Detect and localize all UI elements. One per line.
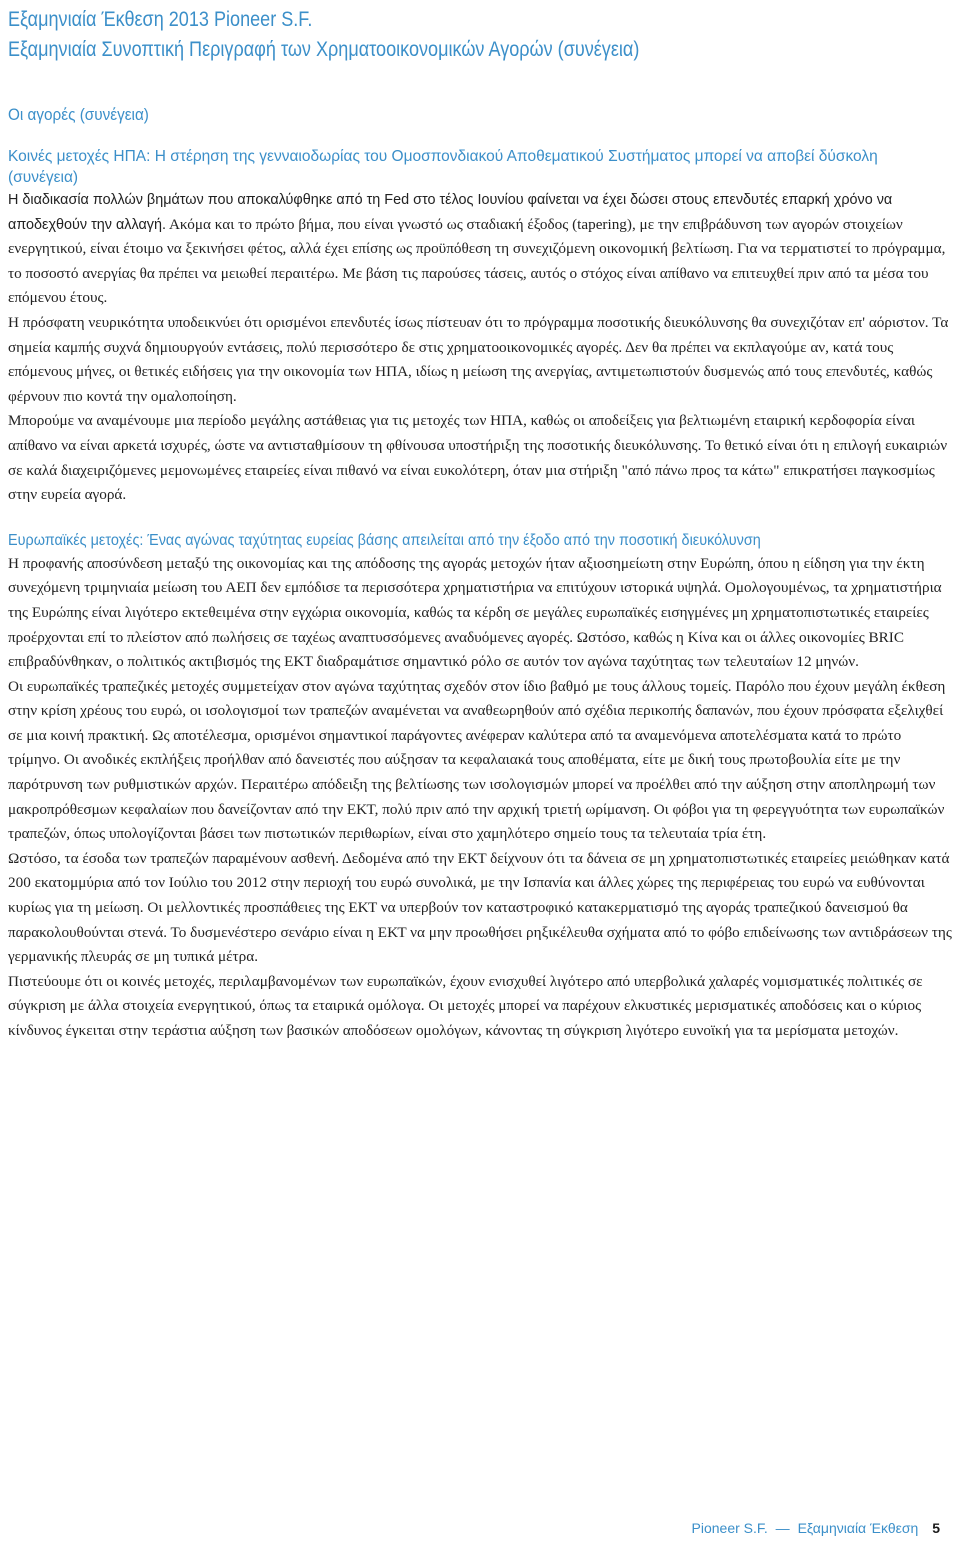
report-subtitle: Εξαμηνιαία Συνοπτική Περιγραφή των Χρηματοοικονομικών Αγορών (συνέγεια) <box>8 38 640 61</box>
us-paragraph-2: Η πρόσφατη νευρικότητα υποδεικνύει ότι ορισμένοι επενδυτές ίσως πίστευαν ότι το πρόγραμμα ποσοτικής διευκόλυνσης θα συνεχιζόταν επ' αόριστον. Τα σημεία καμπής συχνά δημιουργούν εντάσεις, πολύ περισσότερο δε στις χρηματοοικονομικές αγορές. Δεν θα πρέπει να εκπλαγούμε αν, κατά τους επόμενους μήνες, οι θετικές ειδήσεις για την οικονομία των ΗΠΑ, ιδίως η μείωση της ανεργίας, αντιμετωπιστούν δυσμενώς από τους επενδυτές, καθώς φέρνουν πιο κοντά την ομαλοποίηση. <box>8 313 949 405</box>
document-page <box>8 6 952 1044</box>
eu-paragraph-4: Πιστεύουμε ότι οι κοινές μετοχές, περιλαμβανομένων των ευρωπαϊκών, έχουν ενισχυθεί λιγότερο από υπερβολικά χαλαρές νομισματικές πολιτικές σε σύγκριση με άλλα στοιχεία ενεργητικού, όπως τα εταιρικά ομόλογα. Οι μετοχές μπορεί να παρέχουν ελκυστικές μερισματικές αποδόσεις και ο κύριος κίνδυνος έγκειται στην τεράστια αύξηση των βασικών αποδόσεων ομολόγων, κάνοντας τη σύγκριση λιγότερο ευνοϊκή για τα μερίσματα μετοχών. <box>8 972 923 1039</box>
us-paragraph-1 <box>8 188 952 311</box>
us-paragraph-1-sans: Η διαδικασία πολλών βημάτων που αποκαλύφθηκε από τη Fed στο τέλος Ιουνίου φαίνεται να έχει δώσει στους επενδυτές επαρκή χρόνο να αποδεχθούν την αλλαγή. <box>8 192 893 233</box>
us-paragraph-1-serif: Ακόμα και το πρώτο βήμα, που είναι γνωστό ως σταδιακή έξοδος (tapering), με την επιβράδυνση των αγορών στοιχείων ενεργητικού, είναι έτοιμο να ξεκινήσει φέτος, αλλά έχει επίσης ως προϋπόθεση τη συνεχιζόμενη οικονομική βελτίωση. Για να τερματιστεί το πρόγραμμα, το ποσοστό ανεργίας θα πρέπει να μειωθεί περαιτέρω. Με βάση τις παρούσες τάσεις, αυτός ο στόχος είναι απίθανο να επιτευχθεί πριν από τα μέσα του επόμενου έτους. <box>8 215 946 307</box>
page-footer <box>692 1520 940 1536</box>
eu-paragraph-3: Ωστόσο, τα έσοδα των τραπεζών παραμένουν ασθενή. Δεδομένα από την ΕΚΤ δείχνουν ότι τα δάνεια σε μη χρηματοπιστωτικές εταιρείες μειώθηκαν κατά 200 εκατομμύρια από τον Ιούλιο του 2012 στην περιοχή του ευρώ συνολικά, με την Ισπανία και άλλες χώρες της περιφέρειας του ευρώ να ευθύνονται κυρίως για τη μείωση. Οι μελλοντικές προσπάθειες της ΕΚΤ να υπερβούν τον καταστροφικό κατακερματισμό της αγοράς τραπεζικού δανεισμού θα παρακολουθούνται στενά. Το δυσμενέστερο σενάριο είναι η ΕΚΤ να μην προωθήσει ρηξικέλευθα σχήματα από το φόβο επιδείνωσης των αντιδράσεων της γερμανικής πλευράς σε μη τυπικά μέτρα. <box>8 849 952 966</box>
eu-equities-heading: Ευρωπαϊκές μετοχές: Ένας αγώνας ταχύτητας ευρείας βάσης απειλείται από την έξοδο από την ποσοτική διευκόλυνση <box>8 531 761 549</box>
report-title: Εξαμηνιαία Έκθεση 2013 Pioneer S.F. <box>8 8 313 31</box>
section-title: Οι αγορές (συνέγεια) <box>8 105 149 124</box>
footer-separator: — <box>775 1520 790 1536</box>
page-number: 5 <box>932 1520 940 1536</box>
us-equities-heading: Κοινές μετοχές ΗΠΑ: Η στέρηση της γενναιοδωρίας του Ομοσπονδιακού Αποθεματικού Συστήματος μπορεί να αποβεί δύσκολη (συνέγεια) <box>8 148 878 186</box>
footer-report-name: Εξαμηνιαία Έκθεση <box>797 1520 919 1536</box>
footer-brand: Pioneer S.F. <box>691 1520 768 1536</box>
us-paragraph-3: Μπορούμε να αναμένουμε μια περίοδο μεγάλης αστάθειας για τις μετοχές των ΗΠΑ, καθώς οι αποδείξεις για βελτιωμένη εταιρική κερδοφορία είναι απίθανο να είναι αρκετά ισχυρές, ώστε να αντισταθμίσουν τη φθίνουσα υποστήριξη της ποσοτικής διευκόλυνσης. Το θετικό είναι ότι η επιλογή ευκαιριών σε καλά διαχειριζόμενες μεμονωμένες εταιρείες είναι πιθανό να είναι ευκολότερη, όταν μια στήριξη "από πάνω προς τα κάτω" επικρατήσει παγκοσμίως στην ευρεία αγορά. <box>8 412 948 504</box>
eu-paragraph-2: Οι ευρωπαϊκές τραπεζικές μετοχές συμμετείχαν στον αγώνα ταχύτητας σχεδόν στον ίδιο βαθμό με τους άλλους τομείς. Παρόλο που έχουν μεγάλη έκθεση στην κρίση χρέους του ευρώ, οι ισολογισμοί των τραπεζών αναμένεται να αναθεωρηθούν από σχέδια περικοπής δαπανών, που έχουν πρόσφατα εξελιχθεί σε μια κοινή πρακτική. Ως αποτέλεσμα, ορισμένοι σημαντικοί παράγοντες ανέφεραν καλύτερα από τα αναμενόμενα αποτελέσματα κατά το πρώτο τρίμηνο. Οι ανοδικές εκπλήξεις προήλθαν από δανειστές που αύξησαν τα κεφαλαιακά τους αποθέματα, είτε με δική τους πρωτοβουλία είτε με την παρότρυνση των ρυθμιστικών αρχών. Περαιτέρω απόδειξη της βελτίωσης των ισολογισμών μπορεί να προέλθει από την αύξηση στην αποπληρωμή των μακροπρόθεσμων κεφαλαίων που δανείζονταν από την ΕΚΤ, πολύ πριν από την αρχική τριετή ωρίμανση. Οι φόβοι για τη φερεγγυότητα των ευρωπαϊκών τραπεζών, όπως υπολογίζονται βάσει των πιστωτικών περιθωρίων, είναι στο χαμηλότερο σημείο τους τα τελευταία τρία έτη. <box>8 677 946 843</box>
eu-paragraph-1: Η προφανής αποσύνδεση μεταξύ της οικονομίας και της απόδοσης της αγοράς μετοχών ήταν αξιοσημείωτη στην Ευρώπη, όπου η είδηση για την έκτη συνεχόμενη τριμηνιαία μείωση του ΑΕΠ δεν εμπόδισε τα περισσότερα χρηματιστήρια να επιτύχουν ιστορικά υψηλά. Ομολογουμένως, τα χρηματιστήρια της Ευρώπης είναι λιγότερο εκτεθειμένα στην εγχώρια οικονομία, καθώς τα κέρδη σε μεγάλες ευρωπαϊκές εισηγμένες μη χρηματοπιστωτικές εταιρείες προέρχονται επί το πλείστον από πωλήσεις σε ταχέως αναπτυσσόμενες αναδυόμενες αγορές. Ωστόσο, καθώς η Κίνα και οι άλλες οικονομίες BRIC επιβραδύνθηκαν, ο πολιτικός ακτιβισμός της ΕΚΤ διαδραμάτισε σημαντικό ρόλο σε αυτόν τον αγώνα ταχύτητας των τελευταίων 12 μηνών. <box>8 554 942 671</box>
